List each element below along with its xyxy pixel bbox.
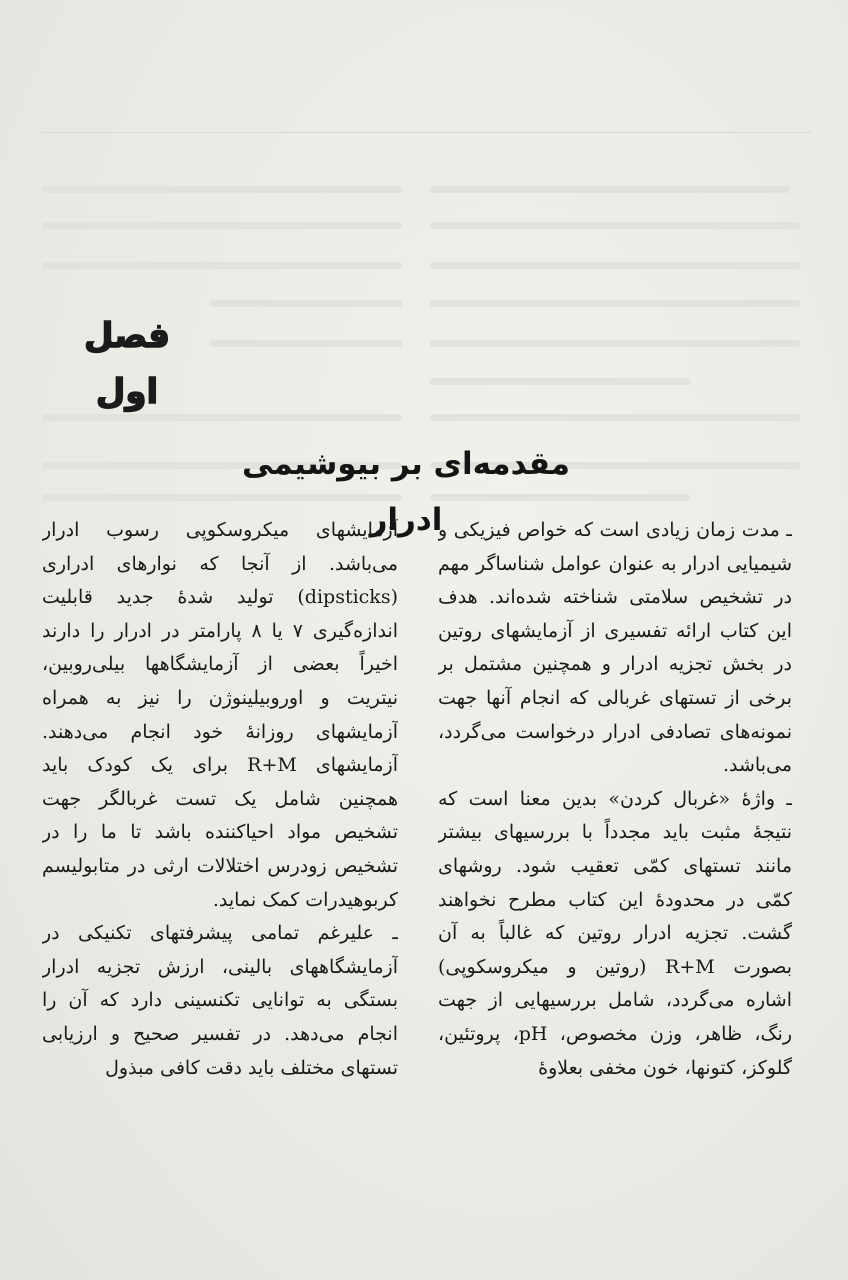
show-through-line	[210, 340, 402, 347]
show-through-line	[430, 340, 800, 347]
section-title: مقدمه‌ای بر بیوشیمی ادرار	[242, 446, 570, 538]
paragraph: ـ علیرغم تمامی پیشرفتهای تکنیکی در آزمایشگاههای بالینی، ارزش تجزیه ادرار بستگی به توانایی تکنسینی دارد که آن را انجام می‌دهد. در تفسیر صحیح و ارزیابی تستهای مختلف باید دقت کافی مبذول	[42, 922, 398, 1079]
text-column-right	[438, 514, 792, 1214]
paragraph: آزمایشهای میکروسکوپی رسوب ادرار می‌باشد. از آنجا که نوارهای ادراری (dipsticks) تولید شدهٔ جدید قابلیت اندازه‌گیری ۷ یا ۸ پارامتر در ادرار را دارند اخیراً بعضی از آزمایشگاهها بیلی‌روبین، نیتریت و اوروبیلینوژن را نیز به همراه آزمایشهای روزانهٔ خود انجام می‌دهند. آزمایشهای R+M برای یک کودک باید همچنین شامل یک تست غربالگر جهت تشخیص مواد احیاکننده باشد تا ما را در تشخیص زودرس اختلالات ارثی در متابولیسم کربوهیدرات کمک نماید.	[42, 519, 398, 911]
show-through-line	[42, 262, 402, 269]
show-through-line	[42, 186, 402, 193]
show-through-line	[430, 414, 800, 421]
show-through-line	[430, 494, 690, 501]
chapter-heading: فصل اول	[83, 316, 171, 412]
show-through-line	[430, 262, 800, 269]
show-through-line	[430, 378, 690, 385]
show-through-line	[430, 300, 800, 307]
paragraph: ـ واژهٔ «غربال کردن» بدین معنا است که نتیجهٔ مثبت باید مجدداً با بررسیهای بیشتر مانند تستهای کمّی تعقیب شود. روشهای کمّی در محدودهٔ این کتاب مطرح نخواهند گشت. تجزیه ادرار روتین که غالباً به آن بصورت R+M (روتین و میکروسکوپی) اشاره می‌گردد، شامل بررسیهایی از جهت رنگ، ظاهر، وزن مخصوص، pH، پروتئین، گلوکز، کتونها، خون مخفی بعلاوهٔ	[438, 787, 792, 1079]
show-through-rule	[42, 132, 812, 133]
show-through-line	[210, 300, 402, 307]
show-through-line	[430, 222, 800, 229]
show-through-line	[430, 186, 790, 193]
text-column-left	[42, 514, 398, 1214]
show-through-line	[42, 494, 402, 501]
show-through-line	[42, 222, 402, 229]
paragraph: ـ مدت زمان زیادی است که خواص فیزیکی و شیمیایی ادرار به عنوان عوامل شناساگر مهم در تشخیص سلامتی شناخته شده‌اند. هدف این کتاب ارائه تفسیری از آزمایشهای روتین در بخش تجزیه ادرار و همچنین مشتمل بر برخی از تستهای غربالی که انجام آنها جهت نمونه‌های تصادفی ادرار درخواست می‌گردد، می‌باشد.	[438, 519, 792, 777]
